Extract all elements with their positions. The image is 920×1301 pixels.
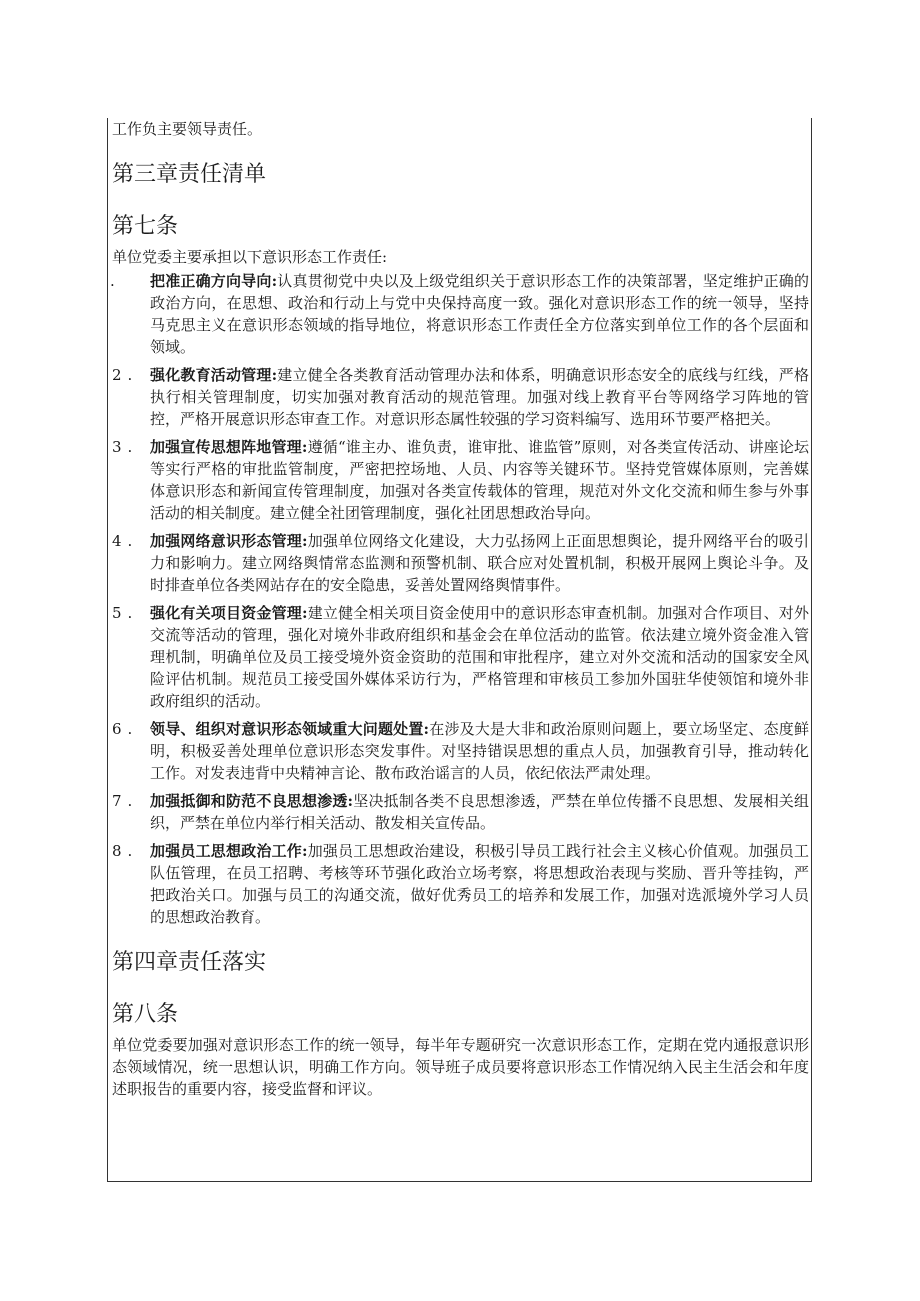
chapter-3-heading: 第三章责任清单 [112, 162, 267, 187]
item-title: 加强宣传思想阵地管理: [150, 438, 308, 456]
item-number: 6. [112, 720, 139, 738]
item-number: 4. [112, 532, 139, 550]
list-item [112, 840, 809, 928]
item-number: 8. [112, 842, 139, 860]
item-title: 加强网络意识形态管理: [150, 532, 308, 550]
item-number: . [110, 272, 121, 290]
item-body: 建立健全相关项目资金使用中的意识形态审查机制。加强对合作项目、对外交流等活动的管理，强化对境外非政府组织和基金会在单位活动的监管。依法建立境外资金准入管理机制，明确单位及员工接受境外资金资助的范围和审批程序，建立对外交流和活动的国家安全风险评估机制。规范员工接受国外媒体采访行为，严格管理和审核员工参加外国驻华使领馆和境外非政府组织的活动。 [150, 604, 809, 710]
item-title: 把准正确方向导向: [150, 272, 278, 290]
item-body: 认真贯彻党中央以及上级党组织关于意识形态工作的决策部署，坚定维护正确的政治方向，在思想、政治和行动上与党中央保持高度一致。强化对意识形态工作的统一领导，坚持马克思主义在意识形态领域的指导地位，将意识形态工作责任全方位落实到单位工作的各个层面和领域。 [150, 272, 809, 356]
item-body: 坚决抵制各类不良思想渗透，严禁在单位传播不良思想、发展相关组织，严禁在单位内举行相关活动、散发相关宣传品。 [150, 792, 809, 832]
top-line: 工作负主要领导责任。 [112, 120, 263, 138]
document-frame [107, 118, 812, 1182]
article-8-heading: 第八条 [112, 1002, 179, 1027]
article-8-body: 单位党委要加强对意识形态工作的统一领导，每半年专题研究一次意识形态工作，定期在党内通报意识形态领域情况，统一思想认识，明确工作方向。领导班子成员要将意识形态工作情况纳入民主生活会和年度述职报告的重要内容，接受监督和评议。 [112, 1036, 809, 1098]
list-item [112, 530, 809, 596]
item-title: 加强抵御和防范不良思想渗透: [150, 792, 354, 810]
list-item [112, 270, 809, 358]
item-body: 遵循“谁主办、谁负责，谁审批、谁监管”原则，对各类宣传活动、讲座论坛等实行严格的审批监管制度，严密把控场地、人员、内容等关键环节。坚持党管媒体原则，完善媒体意识形态和新闻宣传管理制度，加强对各类宣传载体的管理，规范对外文化交流和师生参与外事活动的相关制度。建立健全社团管理制度，强化社团思想政治导向。 [150, 438, 809, 522]
item-number: 5. [112, 604, 139, 622]
list-item [112, 602, 809, 712]
item-body: 加强单位网络文化建设，大力弘扬网上正面思想舆论，提升网络平台的吸引力和影响力。建立网络舆情常态监测和预警机制、联合应对处置机制，积极开展网上舆论斗争。及时排查单位各类网站存在的安全隐患，妥善处置网络舆情事件。 [150, 532, 809, 594]
item-body: 建立健全各类教育活动管理办法和体系，明确意识形态安全的底线与红线，严格执行相关管理制度，切实加强对教育活动的规范管理。加强对线上教育平台等网络学习阵地的管控，严格开展意识形态审查工作。对意识形态属性较强的学习资料编写、选用环节要严格把关。 [150, 366, 809, 428]
chapter-4-heading: 第四章责任落实 [112, 950, 267, 975]
item-title: 强化教育活动管理: [150, 366, 278, 384]
item-number: 7. [112, 792, 139, 810]
article-7-heading: 第七条 [112, 214, 179, 239]
item-number: 2. [112, 366, 139, 384]
list-item [112, 790, 809, 834]
list-item [112, 718, 809, 784]
item-body: 在涉及大是大非和政治原则问题上，要立场坚定、态度鲜明，积极妥善处理单位意识形态突发事件。对坚持错误思想的重点人员，加强教育引导，推动转化工作。对发表违背中央精神言论、散布政治谣言的人员，依纪依法严肃处理。 [150, 720, 809, 782]
list-item [112, 436, 809, 524]
item-body: 加强员工思想政治建设，积极引导员工践行社会主义核心价值观。加强员工队伍管理，在员工招聘、考核等环节强化政治立场考察，将思想政治表现与奖励、晋升等挂钩，严把政治关口。加强与员工的沟通交流，做好优秀员工的培养和发展工作，加强对选派境外学习人员的思想政治教育。 [150, 842, 809, 926]
item-title: 强化有关项目资金管理: [150, 604, 308, 622]
item-title: 加强员工思想政治工作: [150, 842, 308, 860]
article-7-intro: 单位党委主要承担以下意识形态工作责任: [112, 248, 388, 266]
item-number: 3. [112, 438, 139, 456]
item-title: 领导、组织对意识形态领域重大问题处置: [150, 720, 430, 738]
document-content [112, 118, 809, 1100]
list-item [112, 364, 809, 430]
